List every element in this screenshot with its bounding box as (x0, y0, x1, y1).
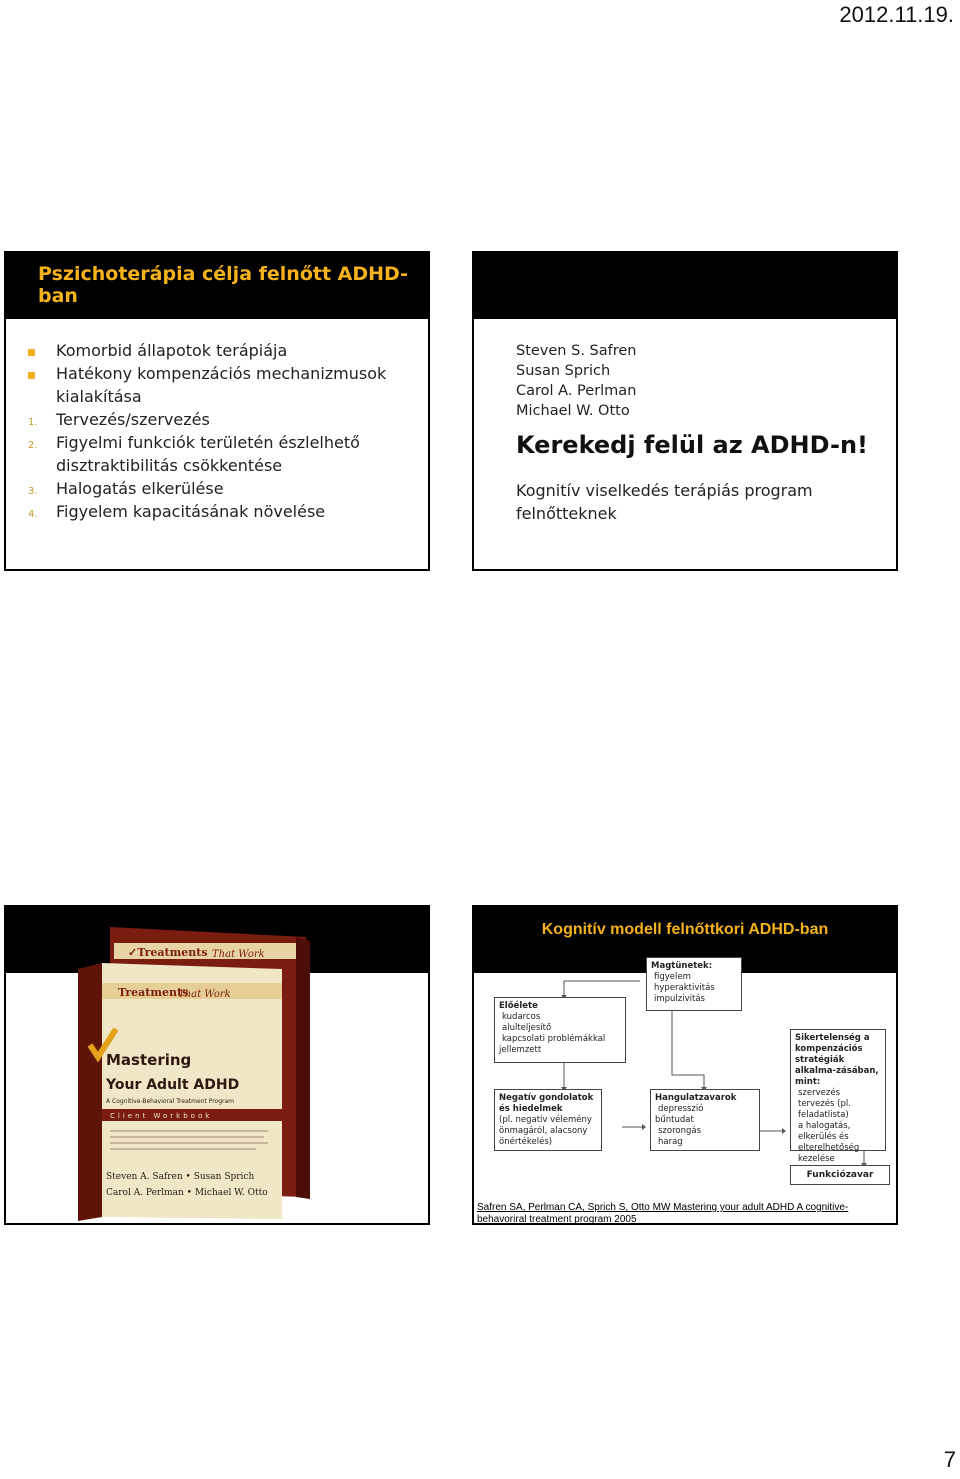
book-cover-image (6, 907, 430, 1225)
cover-subtitle: A Cognitive-Behavioral Treatment Program (106, 1098, 235, 1105)
list-number: 3. (28, 486, 38, 497)
cover-title-line2: Your Adult ADHD (106, 1077, 240, 1093)
list-item: Komorbid állapotok terápiája (28, 339, 420, 362)
history-box: Előélete kudarcos alulteljesítő kapcsolati problémákkal jellemzett (494, 997, 626, 1063)
diagram-title: Kognitív modell felnőttkori ADHD-ban (541, 921, 829, 938)
book-title: Kerekedj felül az ADHD-n! (516, 431, 868, 459)
slide-title: Pszichoterápia célja felnőtt ADHD-ban (38, 263, 409, 307)
list-item: 2. Figyelmi funkciók területén észlelhető disztraktibilitás csökkentése (28, 433, 360, 475)
svg-text:✓Treatments: ✓Treatments (128, 946, 208, 959)
core-symptoms-box: Magtünetek: figyelem hyperaktivitás impulzivitás (646, 957, 742, 1011)
author-name: Carol A. Perlman (516, 383, 637, 399)
cover-series: Treatments (118, 986, 189, 999)
author-list (516, 341, 636, 421)
cover-workbook: Client Workbook (110, 1112, 213, 1120)
list-number: 1. (28, 417, 38, 428)
list-item: 3. Halogatás elkerülése (28, 479, 224, 498)
book-subtitle: Kognitív viselkedés terápiás program felnőtteknek (516, 481, 813, 523)
compensation-failure-box: Sikertelenség a kompenzációs stratégiák alkalma-zásában, mint: szervezés tervezés (pl. feladatlista) a halogatás, elkerülés és elterelhetőség kezelése (790, 1029, 886, 1151)
list-item: Hatékony kompenzációs mechanizmusok kialakítása (28, 362, 420, 408)
bullet-square-icon (28, 372, 35, 379)
mood-disorders-box: Hangulatzavarok depresszió bűntudat szorongás harag (650, 1089, 760, 1151)
slide-cognitive-model (472, 905, 898, 1225)
slide-book-hungarian (472, 251, 898, 571)
list-number: 2. (28, 440, 38, 451)
header-date: 2012.11.19. (839, 2, 954, 27)
bullet-square-icon (28, 349, 35, 356)
slide-title-bar (6, 253, 428, 319)
svg-text:That Work: That Work (212, 949, 265, 960)
negative-thoughts-box: Negatív gondolatok és hiedelmek (pl. negatív vélemény önmagáról, alacsony önértékelés) (494, 1089, 602, 1151)
author-name: Steven S. Safren (516, 343, 637, 359)
list-item: 1. Tervezés/szervezés (28, 410, 210, 429)
dysfunction-box: Funkciózavar (790, 1165, 890, 1185)
slide-psychotherapy-goals (4, 251, 430, 571)
author-name: Susan Sprich (516, 363, 611, 379)
slide-book-cover (4, 905, 430, 1225)
cover-authors-line2: Carol A. Perlman • Michael W. Otto (106, 1188, 268, 1198)
page-number: 7 (943, 1447, 956, 1472)
goals-list (28, 339, 420, 523)
slide-title-bar (474, 253, 896, 319)
list-item: 4. Figyelem kapacitásának növelése (28, 502, 326, 521)
cover-title-line1: Mastering (106, 1051, 192, 1069)
author-name: Michael W. Otto (516, 403, 630, 419)
list-number: 4. (28, 509, 38, 520)
cover-series-script: That Work (178, 989, 231, 1000)
cover-authors-line1: Steven A. Safren • Susan Sprich (106, 1172, 255, 1182)
citation-link[interactable]: Safren SA, Perlman CA, Sprich S, Otto MW Mastering your adult ADHD A cognitive-behavoriral treatment program 2005 (477, 1202, 849, 1225)
